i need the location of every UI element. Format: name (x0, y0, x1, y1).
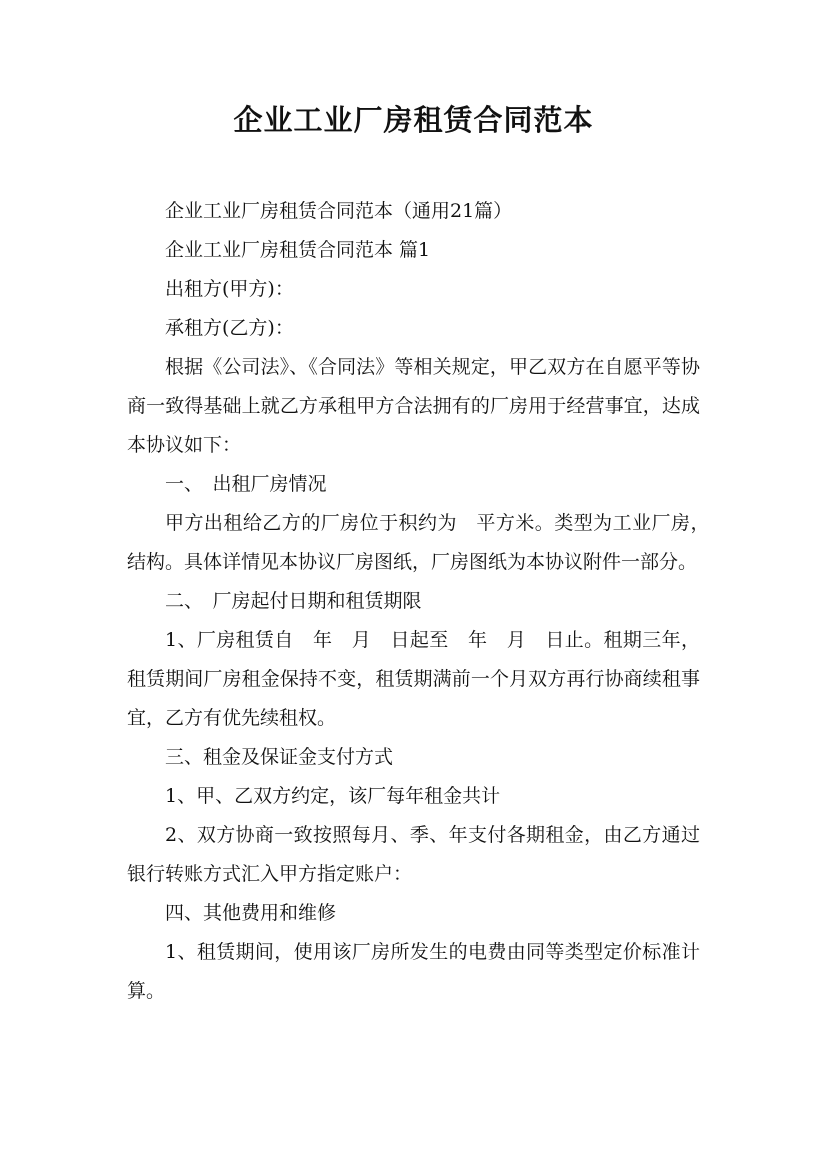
paragraph-clause-1-body: 甲方出租给乙方的厂房位于积约为 平方米。类型为工业厂房， 结构。具体详情见本协议厂房图纸，厂房图纸为本协议附件一部分。 (127, 512, 720, 573)
paragraph-lessor: 出租方(甲方)： (165, 278, 294, 300)
paragraph-clause-4-item-1: 1、租赁期间，使用该厂房所发生的电费由同等类型定价标准计算。 (127, 941, 700, 1002)
paragraph-preamble: 根据《公司法》、《合同法》等相关规定，甲乙双方在自愿平等协商一致得基础上就乙方承租甲方合法拥有的厂房用于经营事宜，达成本协议如下： (127, 356, 700, 456)
document-title: 企业工业厂房租赁合同范本 (233, 103, 594, 137)
paragraph-subtitle: 企业工业厂房租赁合同范本（通用21篇） (165, 200, 513, 222)
document-body (127, 192, 720, 1011)
paragraph-clause-2-body: 1、厂房租赁自 年 月 日起至 年 月 日止。租期三年，租赁期间厂房租金保持不变，租赁期满前一个月双方再行协商续租事宜，乙方有优先续租权。 (127, 629, 700, 729)
paragraph-clause-2-heading: 二、 厂房起付日期和租赁期限 (165, 590, 422, 612)
paragraph-clause-3-heading: 三、租金及保证金支付方式 (165, 746, 394, 768)
paragraph-clause-3-item-2: 2、双方协商一致按照每月、季、年支付各期租金，由乙方通过银行转账方式汇入甲方指定账户： (127, 824, 700, 885)
paragraph-clause-1-heading: 一、 出租厂房情况 (165, 473, 327, 495)
paragraph-section-heading: 企业工业厂房租赁合同范本 篇1 (165, 239, 431, 261)
paragraph-lessee: 承租方(乙方)： (165, 317, 294, 339)
paragraph-clause-3-item-1: 1、甲、乙双方约定，该厂每年租金共计 (165, 785, 501, 807)
paragraph-clause-4-heading: 四、其他费用和维修 (165, 902, 337, 924)
